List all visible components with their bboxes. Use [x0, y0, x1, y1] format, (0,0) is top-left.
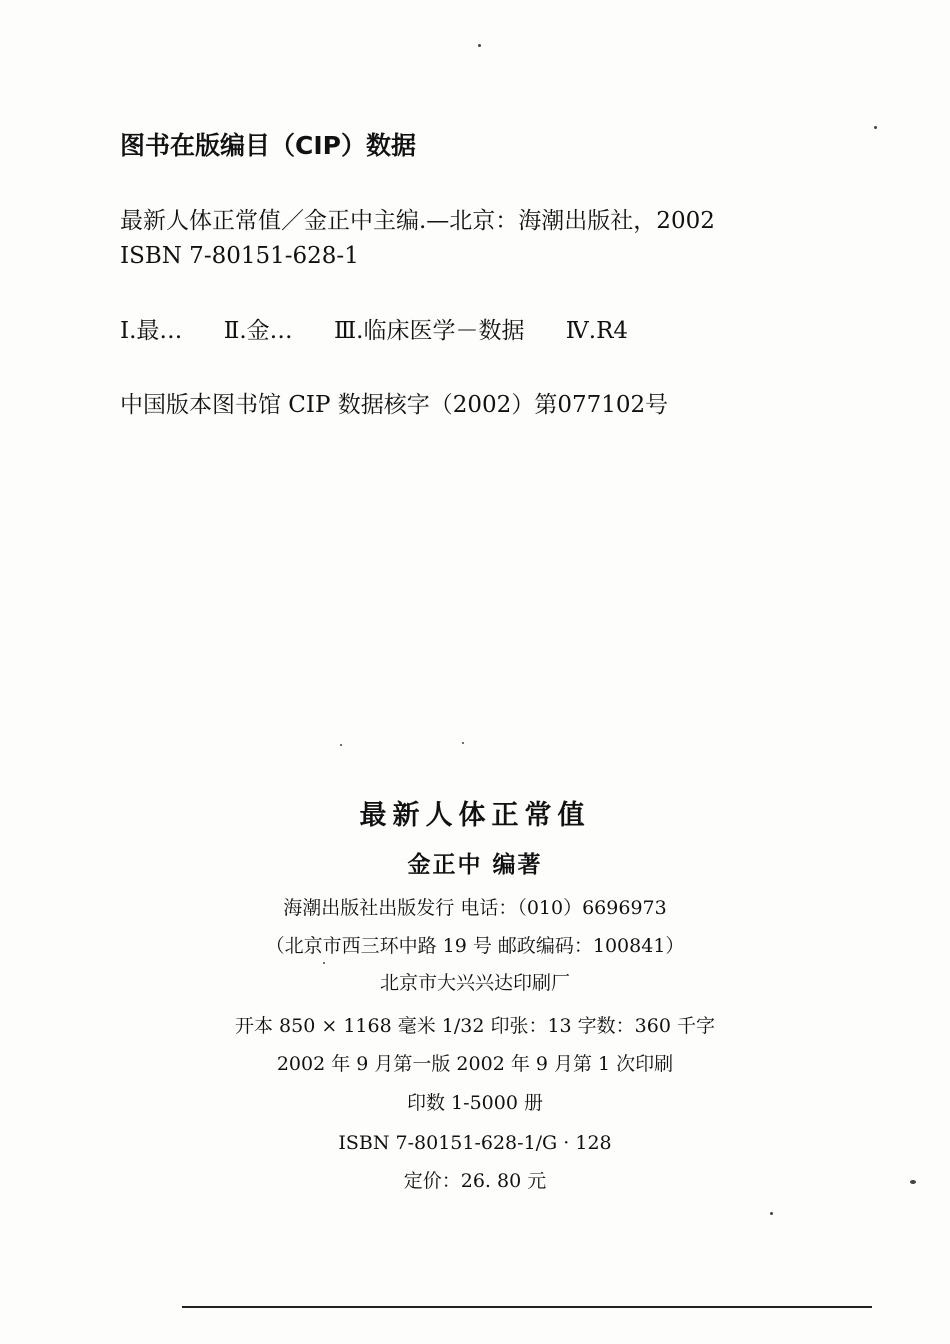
scan-speck — [874, 126, 877, 129]
classification-item: Ⅳ.R4 — [565, 318, 629, 344]
print-run-line: 印数 1-5000 册 — [407, 1092, 543, 1114]
isbn-full-line: ISBN 7-80151-628-1/G · 128 — [338, 1132, 612, 1154]
price-line: 定价：26. 80 元 — [403, 1170, 547, 1192]
cip-heading: 图书在版编目（CIP）数据 — [120, 131, 416, 160]
scan-speck — [323, 962, 325, 964]
scan-speck — [478, 44, 481, 47]
scan-speck — [462, 742, 464, 744]
scan-speck — [340, 744, 342, 746]
printer-line: 北京市大兴兴达印刷厂 — [379, 972, 570, 994]
cip-classification — [120, 320, 628, 343]
book-title: 最新人体正常值 — [359, 800, 591, 831]
scan-speck — [910, 1180, 916, 1184]
classification-item: Ⅰ.最… — [120, 318, 183, 344]
address-line: （北京市西三环中路 19 号 邮政编码：100841） — [265, 935, 685, 957]
publisher-line: 海潮出版社出版发行 电话：（010）6696973 — [283, 897, 667, 919]
format-line: 开本 850 × 1168 毫米 1/32 印张：13 字数：360 千字 — [235, 1015, 715, 1037]
bottom-rule — [182, 1306, 872, 1308]
cip-record-number: 中国版本图书馆 CIP 数据核字（2002）第077102号 — [120, 392, 669, 418]
cip-title-line: 最新人体正常值／金正中主编.—北京：海潮出版社，2002 — [120, 208, 715, 234]
editor-line: 金正中 编著 — [407, 852, 543, 878]
classification-item: Ⅲ.临床医学－数据 — [333, 318, 525, 344]
cip-isbn-line: ISBN 7-80151-628-1 — [120, 243, 359, 269]
scan-speck — [770, 1212, 773, 1215]
edition-line: 2002 年 9 月第一版 2002 年 9 月第 1 次印刷 — [276, 1053, 674, 1075]
classification-item: Ⅱ.金… — [223, 318, 293, 344]
